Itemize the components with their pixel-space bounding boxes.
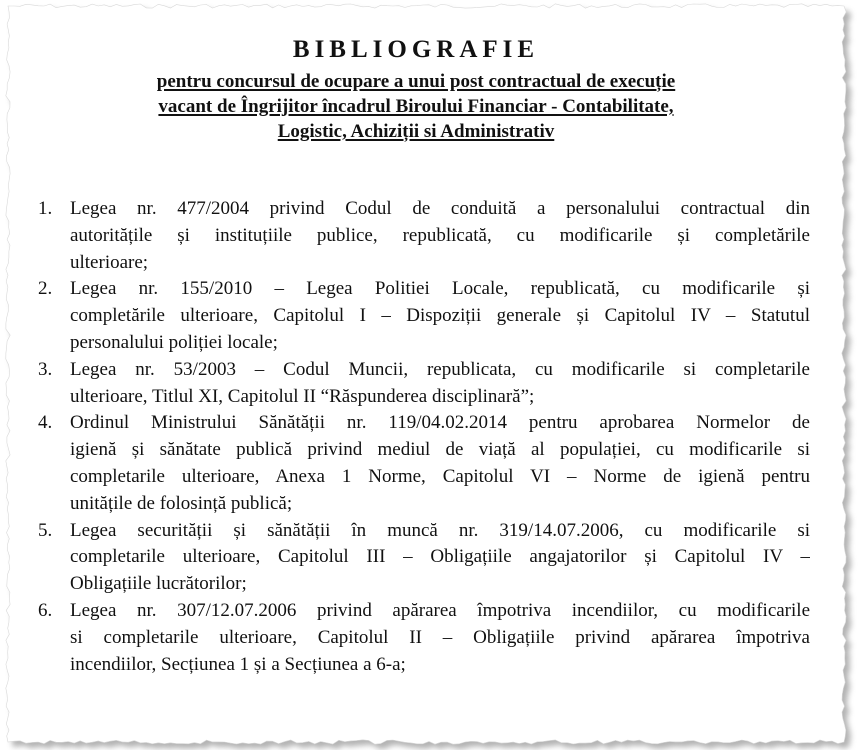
item-text-line: incendiilor, Secțiunea 1 și a Secțiunea a 6-a;: [70, 653, 406, 675]
item-text-line: completarile ulterioare, Anexa 1 Norme, Capitolul VI – Norme de igienă pentru: [70, 465, 810, 487]
item-text-line: completările ulterioare, Capitolul I – Dispoziții generale și Capitolul IV – Statutul: [70, 305, 810, 327]
item-number: 1.: [38, 198, 53, 219]
item-text-line: unitățile de folosință publică;: [70, 492, 293, 514]
bibliography-list: [38, 196, 810, 678]
item-text-line: si completarile ulterioare, Capitolul II – Obligațiile privind apărarea împotriva: [70, 626, 810, 648]
item-number: 2.: [38, 278, 53, 300]
bibliography-item-5: [38, 518, 810, 598]
item-text-line: autoritățile și instituțiile publice, republicată, cu modificarile și completările: [70, 224, 810, 246]
item-text-line: Legea nr. 307/12.07.2006 privind apărarea împotriva incendiilor, cu modificarile: [70, 599, 810, 621]
bibliography-item-2: [38, 276, 810, 356]
item-number: 4.: [38, 412, 53, 434]
item-text-line: ulterioare;: [70, 251, 149, 273]
item-number: 3.: [38, 358, 53, 380]
bibliography-item-6: [38, 598, 810, 678]
item-text-line: Legea nr. 53/2003 – Codul Muncii, republicata, cu modificarile si completarile: [70, 358, 810, 380]
item-text-line: Ordinul Ministrului Sănătății nr. 119/04.02.2014 pentru aprobarea Normelor de: [70, 412, 810, 434]
document-subtitle-line-2: vacant de Îngrijitor încadrul Biroului Financiar - Contabilitate,: [158, 96, 674, 117]
bibliography-item-3: [38, 357, 810, 411]
item-text-line: igienă și sănătate publică privind mediul de viață al populației, cu modificarile si: [70, 439, 810, 461]
item-number: 6.: [38, 599, 53, 621]
item-number: 5.: [38, 519, 53, 541]
document-title: BIBLIOGRAFIE: [292, 36, 540, 63]
document-subtitle-line-1: pentru concursul de ocupare a unui post contractual de execuție: [156, 71, 676, 92]
item-text-line: Legea securității și sănătății în muncă nr. 319/14.07.2006, cu modificarile si: [70, 519, 810, 541]
item-text-line: Obligațiile lucrătorilor;: [70, 573, 247, 595]
item-text-line: completarile ulterioare, Capitolul III – Obligațiile angajatorilor și Capitolul IV –: [70, 546, 810, 568]
document-subtitle-line-3: Logistic, Achiziții si Administrativ: [277, 121, 555, 142]
item-text-line: personalului poliției locale;: [70, 331, 278, 353]
item-text-line: ulterioare, Titlul XI, Capitolul II “Răspunderea disciplinară”;: [70, 385, 535, 407]
document-page: [8, 6, 844, 742]
item-text-line: Legea nr. 155/2010 – Legea Politiei Locale, republicată, cu modificarile și: [70, 278, 810, 300]
item-text-line: Legea nr. 477/2004 privind Codul de conduită a personalului contractual din: [70, 198, 810, 219]
bibliography-item-1: [38, 196, 810, 276]
bibliography-item-4: [38, 410, 810, 517]
